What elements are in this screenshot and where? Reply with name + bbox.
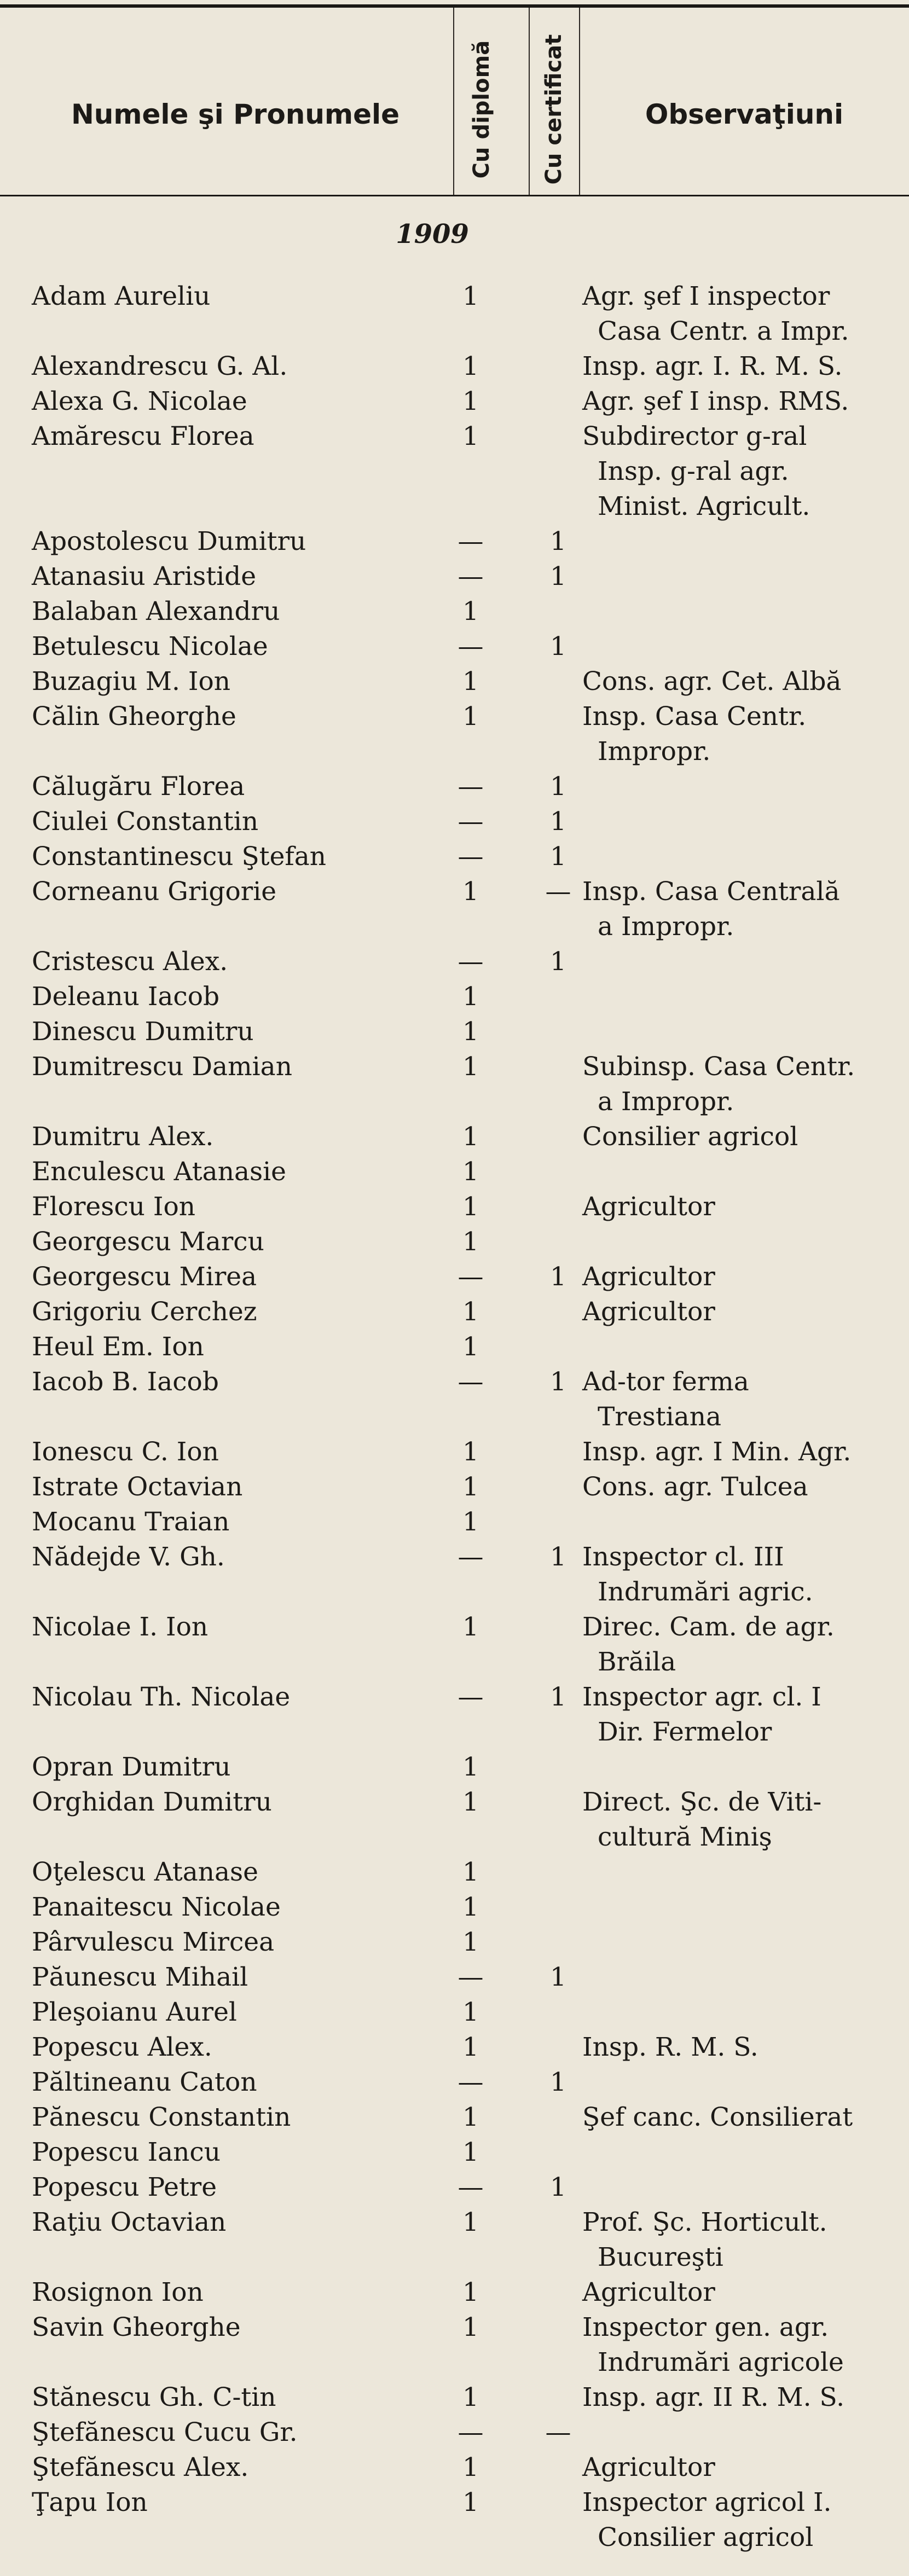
person-name: Panaitescu Nicolae (32, 1892, 281, 1922)
diploma-value: 1 (462, 596, 479, 626)
top-rule (0, 4, 909, 8)
diploma-value: — (458, 771, 484, 802)
person-name: Dumitrescu Damian (32, 1052, 292, 1082)
person-name: Ştefănescu Cucu Gr. (32, 2417, 298, 2447)
certificate-value: 1 (550, 771, 566, 802)
table-row (0, 1855, 909, 1890)
diploma-value: 1 (462, 2487, 479, 2517)
table-row (0, 1295, 909, 1330)
table-row (0, 1190, 909, 1225)
diploma-value: 1 (462, 1892, 479, 1922)
person-name: Popescu Alex. (32, 2032, 212, 2062)
table-row (0, 2170, 909, 2205)
table-row (0, 2135, 909, 2170)
observation-line: Prof. Şc. Horticult. (582, 2207, 827, 2237)
diploma-value: 1 (462, 2207, 479, 2237)
table-row (0, 699, 909, 769)
table-row (0, 2065, 909, 2100)
table-row (0, 349, 909, 384)
observation-line: Direc. Cam. de agr. (582, 1612, 835, 1642)
observation-line: Agricultor (582, 1262, 715, 1292)
observation-line: Insp. agr. I Min. Agr. (582, 1437, 852, 1467)
diploma-value: — (458, 2417, 484, 2447)
observations-cell (582, 2030, 905, 2065)
table-row (0, 1365, 909, 1435)
diploma-value: 1 (462, 1052, 479, 1082)
header-certificate: Cu certificat (541, 34, 566, 185)
header-observations: Observaţiuni (645, 98, 844, 130)
diploma-value: — (458, 842, 484, 872)
person-name: Enculescu Atanasie (32, 1157, 286, 1187)
observations-cell (582, 2450, 905, 2485)
person-name: Dumitru Alex. (32, 1122, 214, 1152)
observations-cell (582, 1470, 905, 1505)
observation-line: Impropr. (598, 736, 711, 767)
person-name: Ţapu Ion (32, 2487, 148, 2517)
observations-cell (582, 384, 905, 419)
certificate-value: 1 (550, 526, 566, 556)
table-row (0, 2275, 909, 2310)
certificate-value: 1 (550, 947, 566, 977)
table-row (0, 1014, 909, 1049)
person-name: Păltineanu Caton (32, 2067, 257, 2097)
diploma-value: 1 (462, 1227, 479, 1257)
observations-cell (582, 1295, 905, 1330)
observations-cell (582, 2380, 905, 2415)
observations-cell (582, 1785, 905, 1855)
table-row (0, 1890, 909, 1925)
diploma-value: — (458, 1367, 484, 1397)
table-row (0, 1505, 909, 1540)
person-name: Savin Gheorghe (32, 2312, 241, 2342)
observation-line: Subinsp. Casa Centr. (582, 1052, 855, 1082)
diploma-value: 1 (462, 1332, 479, 1362)
person-name: Deleanu Iacob (32, 982, 220, 1012)
table-row (0, 2205, 909, 2275)
observation-line: Agr. şef I insp. RMS. (582, 386, 849, 416)
table-row (0, 874, 909, 944)
certificate-value: — (545, 2417, 571, 2447)
certificate-value: 1 (550, 842, 566, 872)
diploma-value: 1 (462, 1017, 479, 1047)
diploma-value: — (458, 561, 484, 591)
person-name: Ştefănescu Alex. (32, 2452, 249, 2482)
person-name: Nădejde V. Gh. (32, 1542, 225, 1572)
diploma-value: 1 (462, 1472, 479, 1502)
observation-line: Agricultor (582, 2452, 715, 2482)
observation-line: Inspector agricol I. (582, 2487, 832, 2517)
register-table (0, 279, 909, 2555)
observations-cell (582, 349, 905, 384)
person-name: Oţelescu Atanase (32, 1857, 258, 1887)
diploma-value: — (458, 1542, 484, 1572)
observations-cell (582, 1119, 905, 1154)
observation-line: Agr. şef I inspector (582, 281, 830, 311)
diploma-value: 1 (462, 351, 479, 381)
person-name: Pănescu Constantin (32, 2102, 291, 2132)
diploma-value: 1 (462, 1122, 479, 1152)
observation-line: Insp. agr. II R. M. S. (582, 2382, 845, 2412)
diploma-value: 1 (462, 2277, 479, 2307)
person-name: Iacob B. Iacob (32, 1367, 219, 1397)
table-row (0, 1119, 909, 1154)
diploma-value: 1 (462, 1857, 479, 1887)
table-row (0, 2450, 909, 2485)
observations-cell (582, 2310, 905, 2380)
diploma-value: — (458, 1262, 484, 1292)
person-name: Stănescu Gh. C-tin (32, 2382, 276, 2412)
table-row (0, 1995, 909, 2030)
diploma-value: 1 (462, 1437, 479, 1467)
table-row (0, 979, 909, 1014)
diploma-value: 1 (462, 1507, 479, 1537)
observation-line: a Impropr. (598, 1087, 734, 1117)
header-rule (0, 195, 909, 196)
table-row (0, 384, 909, 419)
observation-line: Bucureşti (598, 2242, 723, 2272)
person-name: Nicolau Th. Nicolae (32, 1682, 291, 1712)
person-name: Betulescu Nicolae (32, 631, 268, 662)
table-row (0, 1960, 909, 1995)
observations-cell (582, 2485, 905, 2555)
observations-cell (582, 2275, 905, 2310)
table-row (0, 1925, 909, 1960)
table-row (0, 279, 909, 349)
observation-line: Subdirector g-ral (582, 421, 807, 451)
person-name: Georgescu Mirea (32, 1262, 257, 1292)
observation-line: cultură Miniş (598, 1822, 772, 1852)
table-row (0, 2310, 909, 2380)
diploma-value: — (458, 2172, 484, 2202)
certificate-value: 1 (550, 561, 566, 591)
observation-line: Agricultor (582, 1297, 715, 1327)
observations-cell (582, 1610, 905, 1680)
certificate-value: 1 (550, 2172, 566, 2202)
diploma-value: 1 (462, 877, 479, 907)
person-name: Călin Gheorghe (32, 701, 236, 732)
person-name: Ciulei Constantin (32, 807, 259, 837)
observations-cell (582, 1190, 905, 1225)
certificate-value: 1 (550, 1962, 566, 1992)
person-name: Balaban Alexandru (32, 596, 280, 626)
observation-line: Dir. Fermelor (598, 1717, 772, 1747)
table-row (0, 559, 909, 594)
person-name: Opran Dumitru (32, 1752, 231, 1782)
observations-cell (582, 419, 905, 524)
diploma-value: 1 (462, 1787, 479, 1817)
diploma-value: 1 (462, 2312, 479, 2342)
person-name: Constantinescu Ştefan (32, 842, 327, 872)
observation-line: Inspector gen. agr. (582, 2312, 829, 2342)
person-name: Mocanu Traian (32, 1507, 230, 1537)
diploma-value: 1 (462, 2452, 479, 2482)
observations-cell (582, 279, 905, 349)
diploma-value: — (458, 526, 484, 556)
observation-line: a Impropr. (598, 912, 734, 942)
diploma-value: — (458, 631, 484, 662)
observation-line: Brăila (598, 1647, 676, 1677)
table-row (0, 524, 909, 559)
diploma-value: 1 (462, 1752, 479, 1782)
diploma-value: — (458, 807, 484, 837)
observation-line: Inspector agr. cl. I (582, 1682, 821, 1712)
person-name: Florescu Ion (32, 1192, 196, 1222)
person-name: Ionescu C. Ion (32, 1437, 219, 1467)
observations-cell (582, 1680, 905, 1750)
certificate-value: 1 (550, 1367, 566, 1397)
diploma-value: 1 (462, 2102, 479, 2132)
diploma-value: 1 (462, 1997, 479, 2027)
table-row (0, 769, 909, 804)
observation-line: Trestiana (598, 1402, 721, 1432)
observation-line: Insp. Casa Centr. (582, 701, 807, 732)
observation-line: Agricultor (582, 1192, 715, 1222)
table-row (0, 1470, 909, 1505)
column-divider (529, 8, 530, 196)
diploma-value: 1 (462, 421, 479, 451)
diploma-value: — (458, 2067, 484, 2097)
table-row (0, 1225, 909, 1260)
observations-cell (582, 1049, 905, 1119)
table-row (0, 2485, 909, 2555)
observation-line: Consilier agricol (598, 2522, 814, 2552)
certificate-value: — (545, 877, 571, 907)
diploma-value: — (458, 1962, 484, 1992)
table-row (0, 2380, 909, 2415)
diploma-value: 1 (462, 1612, 479, 1642)
diploma-value: 1 (462, 1297, 479, 1327)
table-row (0, 1154, 909, 1190)
diploma-value: 1 (462, 281, 479, 311)
table-row (0, 944, 909, 979)
person-name: Corneanu Grigorie (32, 877, 277, 907)
table-row (0, 839, 909, 874)
observation-line: Indrumări agricole (598, 2347, 844, 2377)
person-name: Raţiu Octavian (32, 2207, 227, 2237)
table-row (0, 1680, 909, 1750)
diploma-value: 1 (462, 1157, 479, 1187)
observation-line: Consilier agricol (582, 1122, 798, 1152)
observation-line: Casa Centr. a Impr. (598, 316, 849, 346)
certificate-value: 1 (550, 2067, 566, 2097)
certificate-value: 1 (550, 807, 566, 837)
observation-line: Direct. Şc. de Viti- (582, 1787, 822, 1817)
observation-line: Cons. agr. Tulcea (582, 1472, 808, 1502)
observations-cell (582, 1540, 905, 1610)
observation-line: Indrumări agric. (598, 1577, 813, 1607)
table-row (0, 1540, 909, 1610)
person-name: Adam Aureliu (32, 281, 211, 311)
table-row (0, 664, 909, 699)
person-name: Alexandrescu G. Al. (32, 351, 288, 381)
observations-cell (582, 1365, 905, 1435)
observation-line: Insp. agr. I. R. M. S. (582, 351, 843, 381)
observation-line: Şef canc. Consilierat (582, 2102, 853, 2132)
observation-line: Insp. Casa Centrală (582, 877, 840, 907)
observation-line: Inspector cl. III (582, 1542, 784, 1572)
certificate-value: 1 (550, 631, 566, 662)
header-names: Numele şi Pronumele (71, 98, 400, 130)
person-name: Orghidan Dumitru (32, 1787, 272, 1817)
person-name: Georgescu Marcu (32, 1227, 264, 1257)
observations-cell (582, 664, 905, 699)
observations-cell (582, 874, 905, 944)
certificate-value: 1 (550, 1542, 566, 1572)
observation-line: Insp. g-ral agr. (598, 456, 789, 486)
year-heading: 1909 (396, 219, 469, 250)
observations-cell (582, 1260, 905, 1295)
diploma-value: — (458, 1682, 484, 1712)
table-row (0, 1330, 909, 1365)
table-row (0, 2100, 909, 2135)
table-row (0, 2030, 909, 2065)
observations-cell (582, 2100, 905, 2135)
diploma-value: 1 (462, 2382, 479, 2412)
diploma-value: 1 (462, 1192, 479, 1222)
person-name: Amărescu Florea (32, 421, 254, 451)
observation-line: Agricultor (582, 2277, 715, 2307)
table-row (0, 594, 909, 629)
person-name: Păunescu Mihail (32, 1962, 248, 1992)
diploma-value: 1 (462, 2137, 479, 2167)
table-row (0, 629, 909, 664)
person-name: Atanasiu Aristide (32, 561, 257, 591)
observations-cell (582, 699, 905, 769)
table-row (0, 2415, 909, 2450)
diploma-value: 1 (462, 386, 479, 416)
table-row (0, 1750, 909, 1785)
person-name: Pleşoianu Aurel (32, 1997, 237, 2027)
diploma-value: 1 (462, 982, 479, 1012)
person-name: Istrate Octavian (32, 1472, 243, 1502)
observations-cell (582, 2205, 905, 2275)
observation-line: Ad-tor ferma (582, 1367, 749, 1397)
table-row (0, 1785, 909, 1855)
diploma-value: 1 (462, 701, 479, 732)
observation-line: Insp. R. M. S. (582, 2032, 759, 2062)
diploma-value: 1 (462, 1927, 479, 1957)
diploma-value: — (458, 947, 484, 977)
person-name: Grigoriu Cerchez (32, 1297, 257, 1327)
table-row (0, 804, 909, 839)
person-name: Nicolae I. Ion (32, 1612, 209, 1642)
header-diploma: Cu diplomă (469, 40, 494, 179)
person-name: Heul Em. Ion (32, 1332, 204, 1362)
observation-line: Cons. agr. Cet. Albă (582, 666, 842, 697)
table-row (0, 419, 909, 524)
person-name: Rosignon Ion (32, 2277, 204, 2307)
table-row (0, 1435, 909, 1470)
observation-line: Minist. Agricult. (598, 491, 810, 521)
person-name: Călugăru Florea (32, 771, 245, 802)
person-name: Dinescu Dumitru (32, 1017, 254, 1047)
diploma-value: 1 (462, 2032, 479, 2062)
table-row (0, 1049, 909, 1119)
certificate-value: 1 (550, 1262, 566, 1292)
observations-cell (582, 1435, 905, 1470)
person-name: Popescu Petre (32, 2172, 217, 2202)
table-row (0, 1610, 909, 1680)
diploma-value: 1 (462, 666, 479, 697)
person-name: Alexa G. Nicolae (32, 386, 247, 416)
person-name: Buzagiu M. Ion (32, 666, 231, 697)
column-divider (453, 8, 454, 196)
certificate-value: 1 (550, 1682, 566, 1712)
person-name: Popescu Iancu (32, 2137, 221, 2167)
person-name: Apostolescu Dumitru (32, 526, 306, 556)
table-row (0, 1260, 909, 1295)
person-name: Cristescu Alex. (32, 947, 228, 977)
person-name: Pârvulescu Mircea (32, 1927, 275, 1957)
